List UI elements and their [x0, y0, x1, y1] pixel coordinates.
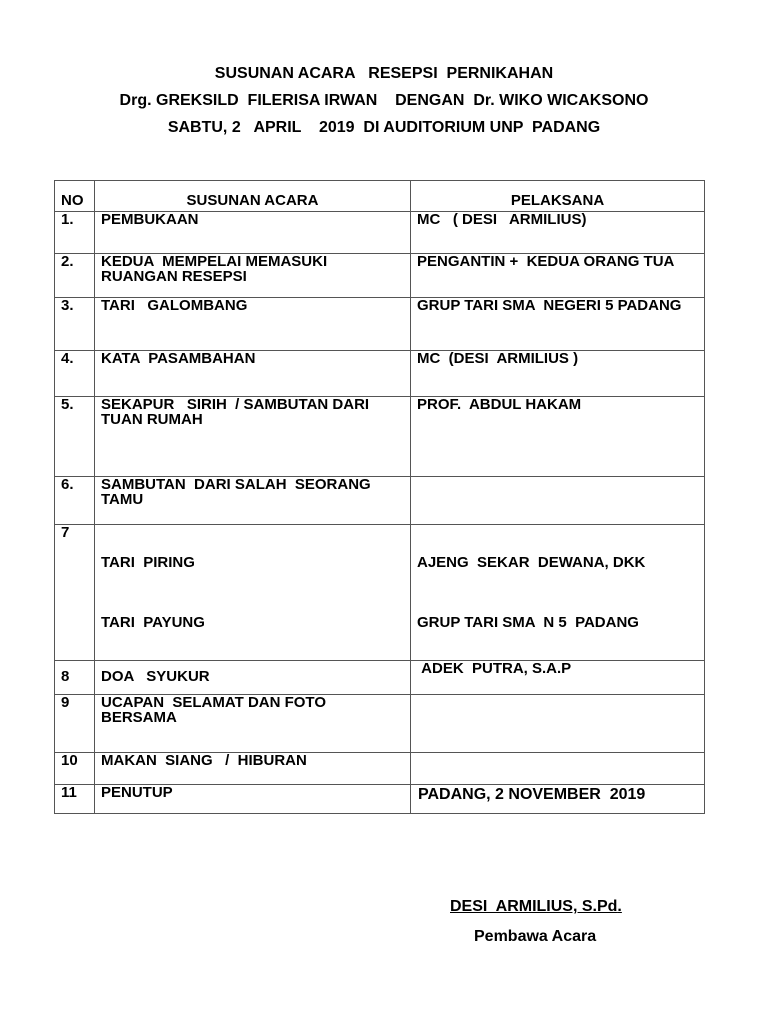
- place-date: PADANG, 2 NOVEMBER 2019: [418, 786, 646, 803]
- table-row: [55, 525, 705, 661]
- row-acara: PEMBUKAAN: [95, 212, 411, 254]
- row-pelaksana: PROF. ABDUL HAKAM: [411, 397, 705, 477]
- row-acara: SEKAPUR SIRIH / SAMBUTAN DARI TUAN RUMAH: [95, 397, 411, 477]
- row-pelaksana: PENGANTIN + KEDUA ORANG TUA: [411, 254, 705, 298]
- row-pelaksana-2: GRUP TARI SMA N 5 PADANG: [417, 614, 639, 631]
- row-pelaksana: [411, 753, 705, 785]
- header-no: NO: [55, 181, 95, 212]
- row-pelaksana: MC ( DESI ARMILIUS): [411, 212, 705, 254]
- table-row: [55, 351, 705, 397]
- row-acara: KATA PASAMBAHAN: [95, 351, 411, 397]
- row-pelaksana: [411, 695, 705, 753]
- row-acara: KEDUA MEMPELAI MEMASUKI RUANGAN RESEPSI: [95, 254, 411, 298]
- row-acara: MAKAN SIANG / HIBURAN: [95, 753, 411, 785]
- row-acara: SAMBUTAN DARI SALAH SEORANG TAMU: [95, 477, 411, 525]
- schedule-table: [54, 180, 705, 814]
- row-pelaksana-multi: [411, 525, 705, 661]
- table-row: [55, 695, 705, 753]
- document-title: [0, 60, 768, 141]
- row-no: 6.: [55, 477, 95, 525]
- row-pelaksana: AJENG SEKAR DEWANA, DKK: [417, 554, 646, 571]
- row-no: 1.: [55, 212, 95, 254]
- row-no: 3.: [55, 298, 95, 351]
- header-susunan-acara: SUSUNAN ACARA: [95, 181, 411, 212]
- title-line-1: SUSUNAN ACARA RESEPSI PERNIKAHAN: [214, 65, 554, 82]
- row-acara: UCAPAN SELAMAT DAN FOTO BERSAMA: [95, 695, 411, 753]
- signer-name-dot: .: [617, 898, 622, 915]
- row-pelaksana: ADEK PUTRA, S.A.P: [411, 661, 705, 695]
- row-acara: TARI PIRING: [101, 554, 195, 571]
- row-acara-2: TARI PAYUNG: [101, 614, 205, 631]
- header-pelaksana: PELAKSANA: [411, 181, 705, 212]
- row-no: 5.: [55, 397, 95, 477]
- row-pelaksana: [411, 477, 705, 525]
- row-acara: TARI GALOMBANG: [95, 298, 411, 351]
- table-row: [55, 477, 705, 525]
- table-row: [55, 212, 705, 254]
- signer-role: Pembawa Acara: [474, 928, 597, 945]
- table-row: [55, 298, 705, 351]
- signer-name-block: [450, 898, 622, 916]
- table-row: [55, 254, 705, 298]
- row-no: 2.: [55, 254, 95, 298]
- table-row: [55, 753, 705, 785]
- row-no: 7: [55, 525, 95, 661]
- row-pelaksana: MC (DESI ARMILIUS ): [411, 351, 705, 397]
- table-header-row: [55, 181, 705, 212]
- signer-name: DESI ARMILIUS, S.Pd: [450, 898, 618, 915]
- title-line-3: SABTU, 2 APRIL 2019 DI AUDITORIUM UNP PADANG: [167, 119, 601, 136]
- row-no: 11: [55, 785, 95, 814]
- row-no: 8: [55, 661, 95, 695]
- row-no: 9: [55, 695, 95, 753]
- table-row: [55, 661, 705, 695]
- row-acara: DOA SYUKUR: [95, 661, 411, 695]
- row-no: 10: [55, 753, 95, 785]
- row-pelaksana: GRUP TARI SMA NEGERI 5 PADANG: [411, 298, 705, 351]
- row-acara: PENUTUP: [95, 785, 411, 814]
- table-row: [55, 397, 705, 477]
- title-line-2: Drg. GREKSILD FILERISA IRWAN DENGAN Dr. WIKO WICAKSONO: [119, 92, 649, 109]
- row-acara-multi: [95, 525, 411, 661]
- row-no: 4.: [55, 351, 95, 397]
